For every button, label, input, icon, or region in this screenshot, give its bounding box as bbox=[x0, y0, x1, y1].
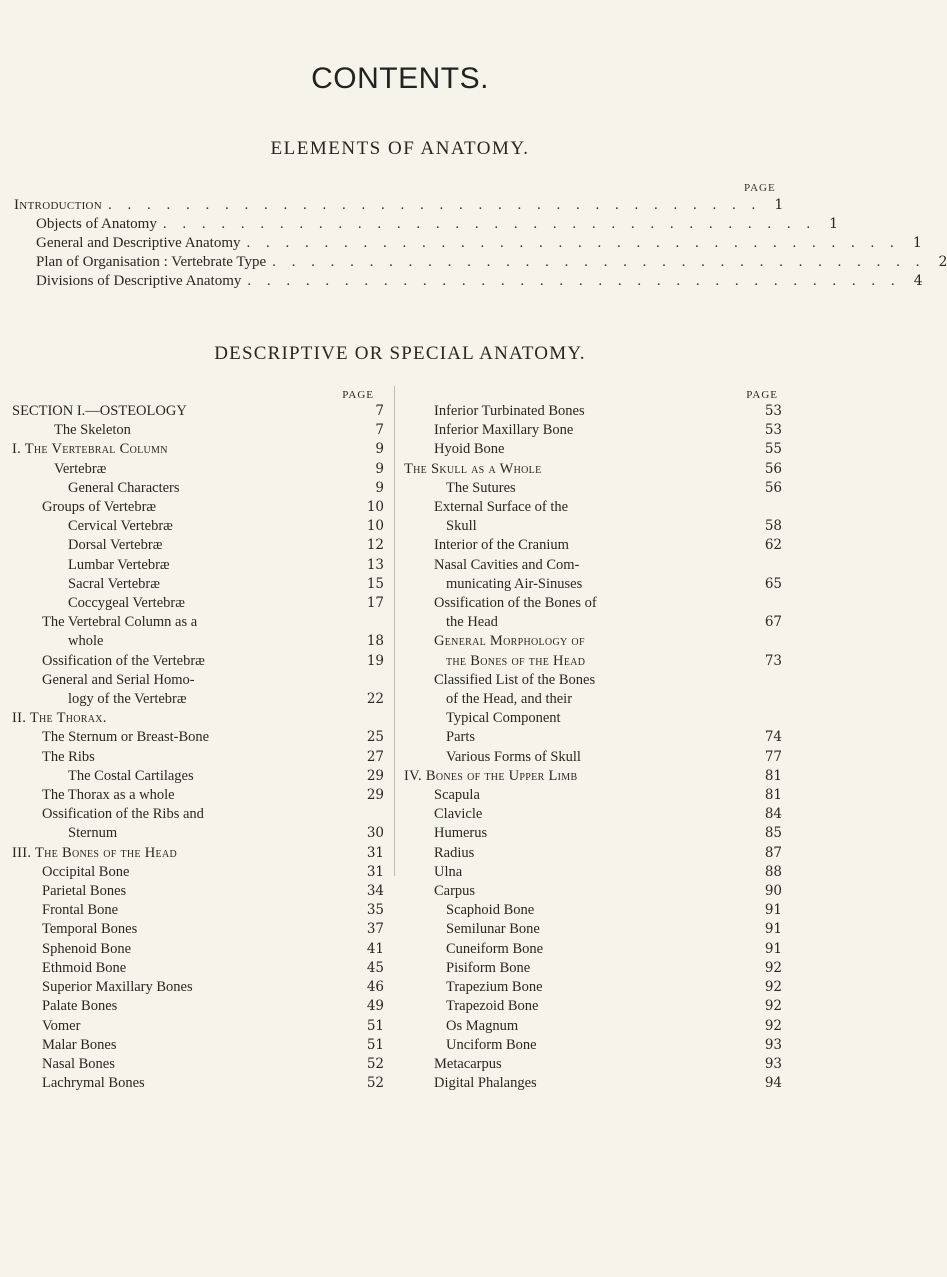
toc-entry bbox=[12, 824, 384, 843]
toc-entry-page: 90 bbox=[764, 883, 782, 900]
toc-entry bbox=[12, 882, 384, 901]
toc-entry-label: Various Forms of Skull bbox=[446, 748, 581, 765]
toc-entry-label: The Skull as a Whole bbox=[404, 460, 542, 477]
toc-entry-label: Skull bbox=[446, 518, 477, 535]
toc-entry bbox=[12, 479, 384, 498]
toc-entry-label: III. The Bones of the Head bbox=[12, 844, 177, 861]
toc-entry-page: 30 bbox=[366, 825, 384, 842]
toc-entry-label: logy of the Vertebræ bbox=[68, 691, 187, 708]
toc-entry-page: 31 bbox=[366, 863, 384, 880]
toc-entry-page: 4 bbox=[913, 273, 923, 289]
toc-entry-label: Lumbar Vertebræ bbox=[68, 556, 170, 573]
toc-entry-page: 17 bbox=[366, 595, 384, 612]
toc-entry-page: 92 bbox=[764, 959, 782, 976]
left-page-label: PAGE bbox=[342, 389, 374, 401]
toc-entry bbox=[404, 844, 782, 863]
toc-entry-page: 85 bbox=[764, 825, 782, 842]
toc-entry-label: Dorsal Vertebræ bbox=[68, 537, 163, 554]
toc-entry-label: whole bbox=[68, 633, 104, 650]
toc-entry-label: Metacarpus bbox=[434, 1055, 502, 1072]
toc-entry bbox=[12, 421, 384, 440]
toc-entry bbox=[12, 556, 384, 575]
toc-entry-label: Parts bbox=[446, 729, 475, 746]
toc-entry bbox=[12, 844, 384, 863]
toc-entry-label: Unciform Bone bbox=[446, 1036, 537, 1053]
toc-entry-page: 52 bbox=[366, 1055, 384, 1072]
toc-entry bbox=[12, 748, 384, 767]
toc-entry-label: Classified List of the Bones bbox=[434, 671, 596, 688]
toc-entry-page: 87 bbox=[764, 844, 782, 861]
toc-entry-page: 7 bbox=[375, 422, 384, 439]
toc-entry bbox=[404, 767, 782, 786]
toc-entry-label: Hyoid Bone bbox=[434, 441, 505, 458]
toc-entry bbox=[404, 786, 782, 805]
toc-entry bbox=[404, 1055, 782, 1074]
toc-entry bbox=[404, 728, 782, 747]
toc-entry bbox=[12, 575, 384, 594]
toc-entry-label: Cervical Vertebræ bbox=[68, 518, 173, 535]
toc-entry-page: 92 bbox=[764, 998, 782, 1015]
toc-entry bbox=[12, 920, 384, 939]
toc-entry-label: The Costal Cartilages bbox=[68, 767, 194, 784]
toc-entry-label: Coccygeal Vertebræ bbox=[68, 595, 185, 612]
toc-entry bbox=[404, 940, 782, 959]
toc-entry bbox=[12, 901, 384, 920]
left-column bbox=[12, 388, 384, 1093]
toc-entry-label: SECTION I.—OSTEOLOGY bbox=[12, 403, 187, 419]
toc-entry-page: 10 bbox=[366, 518, 384, 535]
toc-entry-page: 10 bbox=[366, 499, 384, 516]
toc-entry bbox=[12, 1036, 384, 1055]
toc-entry bbox=[404, 594, 782, 613]
toc-entry-page: 81 bbox=[764, 767, 782, 784]
toc-entry-page: 73 bbox=[764, 652, 782, 669]
toc-entry bbox=[12, 671, 384, 690]
toc-entry-page: 94 bbox=[764, 1075, 782, 1092]
toc-entry-label: I. The Vertebral Column bbox=[12, 441, 168, 458]
toc-entry bbox=[404, 632, 782, 651]
leader-dots: . . . . . . . . . . . . . . . . . . . . . . . . . . . . . . . . . . bbox=[246, 235, 900, 251]
toc-entry bbox=[404, 1036, 782, 1055]
toc-entry-page: 58 bbox=[764, 518, 782, 535]
toc-entry bbox=[404, 959, 782, 978]
toc-entry-page: 31 bbox=[366, 844, 384, 861]
toc-entry-label: Inferior Turbinated Bones bbox=[434, 403, 585, 419]
toc-entry bbox=[12, 498, 384, 517]
toc-entry-page: 45 bbox=[366, 959, 384, 976]
toc-entry bbox=[404, 575, 782, 594]
toc-entry bbox=[12, 632, 384, 651]
toc-entry bbox=[404, 1074, 782, 1093]
toc-entry-page: 81 bbox=[764, 787, 782, 804]
toc-entry bbox=[404, 402, 782, 421]
toc-entry-label: of the Head, and their bbox=[446, 691, 573, 708]
toc-entry-page: 74 bbox=[764, 729, 782, 746]
toc-entry-label: General Morphology of bbox=[434, 633, 585, 650]
toc-entry-page: 29 bbox=[366, 767, 384, 784]
toc-entry-page: 25 bbox=[366, 729, 384, 746]
leader-dots: . . . . . . . . . . . . . . . . . . . . . . . . . . . . . . . . . . bbox=[162, 216, 817, 232]
toc-entry bbox=[14, 272, 923, 291]
toc-entry-page: 9 bbox=[375, 441, 384, 458]
toc-entry-page: 9 bbox=[375, 479, 384, 496]
toc-entry-label: Carpus bbox=[434, 883, 476, 900]
toc-entry-page: 35 bbox=[366, 902, 384, 919]
page-title: CONTENTS. bbox=[311, 62, 489, 95]
toc-entry-label: Vertebræ bbox=[54, 460, 107, 477]
toc-entry bbox=[12, 460, 384, 479]
toc-entry-label: Sternum bbox=[68, 825, 118, 842]
toc-entry bbox=[404, 805, 782, 824]
toc-entry bbox=[404, 421, 782, 440]
toc-entry-page: 1 bbox=[774, 197, 784, 213]
toc-entry-label: Ossification of the Vertebræ bbox=[42, 652, 205, 669]
right-page-label: PAGE bbox=[746, 389, 778, 401]
toc-entry-label: General and Serial Homo- bbox=[42, 671, 195, 688]
column-divider bbox=[394, 386, 395, 876]
toc-entry bbox=[12, 863, 384, 882]
toc-entry-label: The Ribs bbox=[42, 748, 95, 765]
toc-entry bbox=[404, 882, 782, 901]
toc-entry bbox=[404, 479, 782, 498]
toc-entry-page: 91 bbox=[764, 921, 782, 938]
toc-entry-label: Groups of Vertebræ bbox=[42, 499, 157, 516]
toc-entry-label: municating Air-Sinuses bbox=[446, 575, 583, 592]
toc-entry-label: Malar Bones bbox=[42, 1036, 117, 1053]
toc-entry-label: Interior of the Cranium bbox=[434, 537, 569, 554]
toc-entry-page: 37 bbox=[366, 921, 384, 938]
toc-entry bbox=[12, 1074, 384, 1093]
toc-entry bbox=[404, 671, 782, 690]
toc-entry-label: The Sternum or Breast-Bone bbox=[42, 729, 210, 746]
toc-entry-label: Divisions of Descriptive Anatomy bbox=[36, 273, 242, 289]
toc-entry-label: The Thorax as a whole bbox=[42, 787, 175, 804]
toc-entry bbox=[12, 940, 384, 959]
toc-entry-page: 53 bbox=[764, 403, 782, 419]
toc-entry-label: IV. Bones of the Upper Limb bbox=[404, 767, 578, 784]
toc-entry-label: Semilunar Bone bbox=[446, 921, 540, 938]
right-column bbox=[404, 388, 782, 1093]
toc-entry-page: 1 bbox=[912, 235, 922, 251]
toc-entry-label: Objects of Anatomy bbox=[36, 216, 157, 232]
toc-entry bbox=[404, 440, 782, 459]
toc-entry bbox=[12, 652, 384, 671]
toc-entry-page: 56 bbox=[764, 479, 782, 496]
toc-entry-label: Ulna bbox=[434, 863, 463, 880]
toc-entry-page: 7 bbox=[375, 403, 384, 419]
toc-entry-page: 19 bbox=[366, 652, 384, 669]
toc-entry bbox=[404, 613, 782, 632]
toc-entry bbox=[12, 805, 384, 824]
toc-entry bbox=[404, 517, 782, 536]
toc-entry bbox=[12, 440, 384, 459]
toc-entry bbox=[12, 517, 384, 536]
toc-entry-label: External Surface of the bbox=[434, 499, 569, 516]
toc-entry-label: Ossification of the Bones of bbox=[434, 595, 597, 612]
toc-entry bbox=[14, 215, 839, 234]
toc-entry-label: Occipital Bone bbox=[42, 863, 130, 880]
toc-entry-page: 88 bbox=[764, 863, 782, 880]
toc-entry-label: The Sutures bbox=[446, 479, 516, 496]
toc-entry-label: General and Descriptive Anatomy bbox=[36, 235, 241, 251]
toc-entry bbox=[404, 709, 782, 728]
toc-entry-label: Trapezium Bone bbox=[446, 979, 543, 996]
toc-entry bbox=[404, 652, 782, 671]
toc-entry-page: 41 bbox=[366, 940, 384, 957]
toc-entry-label: Radius bbox=[434, 844, 475, 861]
toc-entry-page: 2 bbox=[938, 254, 947, 270]
toc-entry-page: 92 bbox=[764, 979, 782, 996]
toc-entry-page: 51 bbox=[366, 1017, 384, 1034]
leader-dots: . . . . . . . . . . . . . . . . . . . . . . . . . . . . . . . . . . bbox=[247, 273, 901, 289]
toc-entry-label: Introduction bbox=[14, 197, 103, 213]
toc-entry-label: Clavicle bbox=[434, 806, 483, 823]
toc-entry-page: 34 bbox=[366, 883, 384, 900]
toc-entry-page: 56 bbox=[764, 460, 782, 477]
toc-entry bbox=[14, 234, 922, 253]
toc-entry bbox=[12, 959, 384, 978]
toc-entry bbox=[12, 997, 384, 1016]
toc-entry-page: 46 bbox=[366, 979, 384, 996]
toc-entry-page: 62 bbox=[764, 537, 782, 554]
toc-entry bbox=[404, 978, 782, 997]
book-subtitle: ELEMENTS OF ANATOMY. bbox=[270, 138, 530, 159]
toc-entry-label: II. The Thorax. bbox=[12, 710, 107, 727]
toc-entry bbox=[404, 863, 782, 882]
toc-entry bbox=[12, 594, 384, 613]
toc-entry-page: 67 bbox=[764, 614, 782, 631]
toc-entry bbox=[404, 748, 782, 767]
toc-entry bbox=[14, 253, 947, 272]
toc-entry bbox=[12, 1055, 384, 1074]
toc-entry-label: The Skeleton bbox=[54, 422, 131, 439]
toc-entry-label: the Head bbox=[446, 614, 498, 631]
introduction-list bbox=[14, 196, 947, 291]
toc-entry-label: Scaphoid Bone bbox=[446, 902, 535, 919]
toc-entry bbox=[404, 460, 782, 479]
toc-entry-label: Pisiform Bone bbox=[446, 959, 531, 976]
toc-entry-page: 53 bbox=[764, 422, 782, 439]
toc-entry bbox=[14, 196, 782, 215]
toc-entry bbox=[404, 536, 782, 555]
toc-entry-label: Parietal Bones bbox=[42, 883, 127, 900]
toc-entry-label: Lachrymal Bones bbox=[42, 1075, 145, 1092]
toc-entry bbox=[12, 978, 384, 997]
toc-entry-label: Ossification of the Ribs and bbox=[42, 806, 204, 823]
toc-entry-page: 1 bbox=[829, 216, 839, 232]
leader-dots: . . . . . . . . . . . . . . . . . . . . . . . . . . . . . . . . . . bbox=[272, 254, 926, 270]
toc-entry-label: General Characters bbox=[68, 479, 180, 496]
toc-entry-page: 65 bbox=[764, 575, 782, 592]
toc-entry-label: Ethmoid Bone bbox=[42, 959, 127, 976]
toc-entry-label: Nasal Bones bbox=[42, 1055, 115, 1072]
toc-entry-label: Trapezoid Bone bbox=[446, 998, 539, 1015]
toc-entry bbox=[12, 613, 384, 632]
page-column-label: PAGE bbox=[744, 182, 776, 194]
toc-entry-page: 91 bbox=[764, 940, 782, 957]
toc-entry bbox=[12, 690, 384, 709]
toc-entry-page: 12 bbox=[366, 537, 384, 554]
toc-entry-label: Sacral Vertebræ bbox=[68, 575, 160, 592]
toc-entry bbox=[404, 920, 782, 939]
toc-entry-page: 93 bbox=[764, 1036, 782, 1053]
toc-entry-page: 77 bbox=[764, 748, 782, 765]
toc-entry-label: Digital Phalanges bbox=[434, 1075, 537, 1092]
toc-entry bbox=[12, 536, 384, 555]
toc-entry-page: 18 bbox=[366, 633, 384, 650]
toc-entry-page: 52 bbox=[366, 1075, 384, 1092]
toc-entry-label: Plan of Organisation : Vertebrate Type bbox=[36, 254, 267, 270]
toc-entry bbox=[12, 786, 384, 805]
toc-entry-page: 84 bbox=[764, 806, 782, 823]
toc-entry-label: Palate Bones bbox=[42, 998, 118, 1015]
leader-dots: . . . . . . . . . . . . . . . . . . . . . . . . . . . . . . . . . . bbox=[108, 197, 762, 213]
toc-entry-label: Nasal Cavities and Com- bbox=[434, 556, 580, 573]
toc-entry bbox=[12, 709, 384, 728]
toc-entry bbox=[12, 728, 384, 747]
toc-entry-page: 22 bbox=[366, 691, 384, 708]
toc-entry-label: Typical Component bbox=[446, 710, 561, 727]
toc-entry-page: 49 bbox=[366, 998, 384, 1015]
toc-entry-label: Scapula bbox=[434, 787, 480, 804]
toc-entry-page: 91 bbox=[764, 902, 782, 919]
toc-entry-label: Os Magnum bbox=[446, 1017, 519, 1034]
toc-entry-page: 55 bbox=[764, 441, 782, 458]
toc-entry bbox=[404, 997, 782, 1016]
toc-entry-label: Frontal Bone bbox=[42, 902, 119, 919]
toc-entry bbox=[404, 824, 782, 843]
toc-entry-label: the Bones of the Head bbox=[446, 652, 586, 669]
toc-entry-page: 27 bbox=[366, 748, 384, 765]
toc-entry-page: 29 bbox=[366, 787, 384, 804]
toc-entry-label: Cuneiform Bone bbox=[446, 940, 544, 957]
toc-entry-page: 15 bbox=[366, 575, 384, 592]
toc-entry bbox=[12, 1017, 384, 1036]
toc-entry bbox=[404, 901, 782, 920]
toc-entry-page: 93 bbox=[764, 1055, 782, 1072]
toc-entry bbox=[404, 556, 782, 575]
toc-entry-page: 9 bbox=[375, 460, 384, 477]
toc-entry bbox=[404, 498, 782, 517]
toc-entry-label: The Vertebral Column as a bbox=[42, 614, 198, 631]
toc-entry-label: Humerus bbox=[434, 825, 488, 842]
toc-entry-label: Sphenoid Bone bbox=[42, 940, 132, 957]
section-title: DESCRIPTIVE OR SPECIAL ANATOMY. bbox=[214, 343, 586, 364]
toc-entry bbox=[12, 402, 384, 421]
toc-entry-page: 51 bbox=[366, 1036, 384, 1053]
toc-entry-label: Inferior Maxillary Bone bbox=[434, 422, 574, 439]
toc-entry-label: Superior Maxillary Bones bbox=[42, 979, 193, 996]
toc-entry bbox=[404, 1017, 782, 1036]
toc-entry bbox=[404, 690, 782, 709]
toc-entry-label: Temporal Bones bbox=[42, 921, 138, 938]
toc-entry bbox=[12, 767, 384, 786]
toc-entry-page: 13 bbox=[366, 556, 384, 573]
toc-entry-label: Vomer bbox=[42, 1017, 81, 1034]
toc-entry-page: 92 bbox=[764, 1017, 782, 1034]
